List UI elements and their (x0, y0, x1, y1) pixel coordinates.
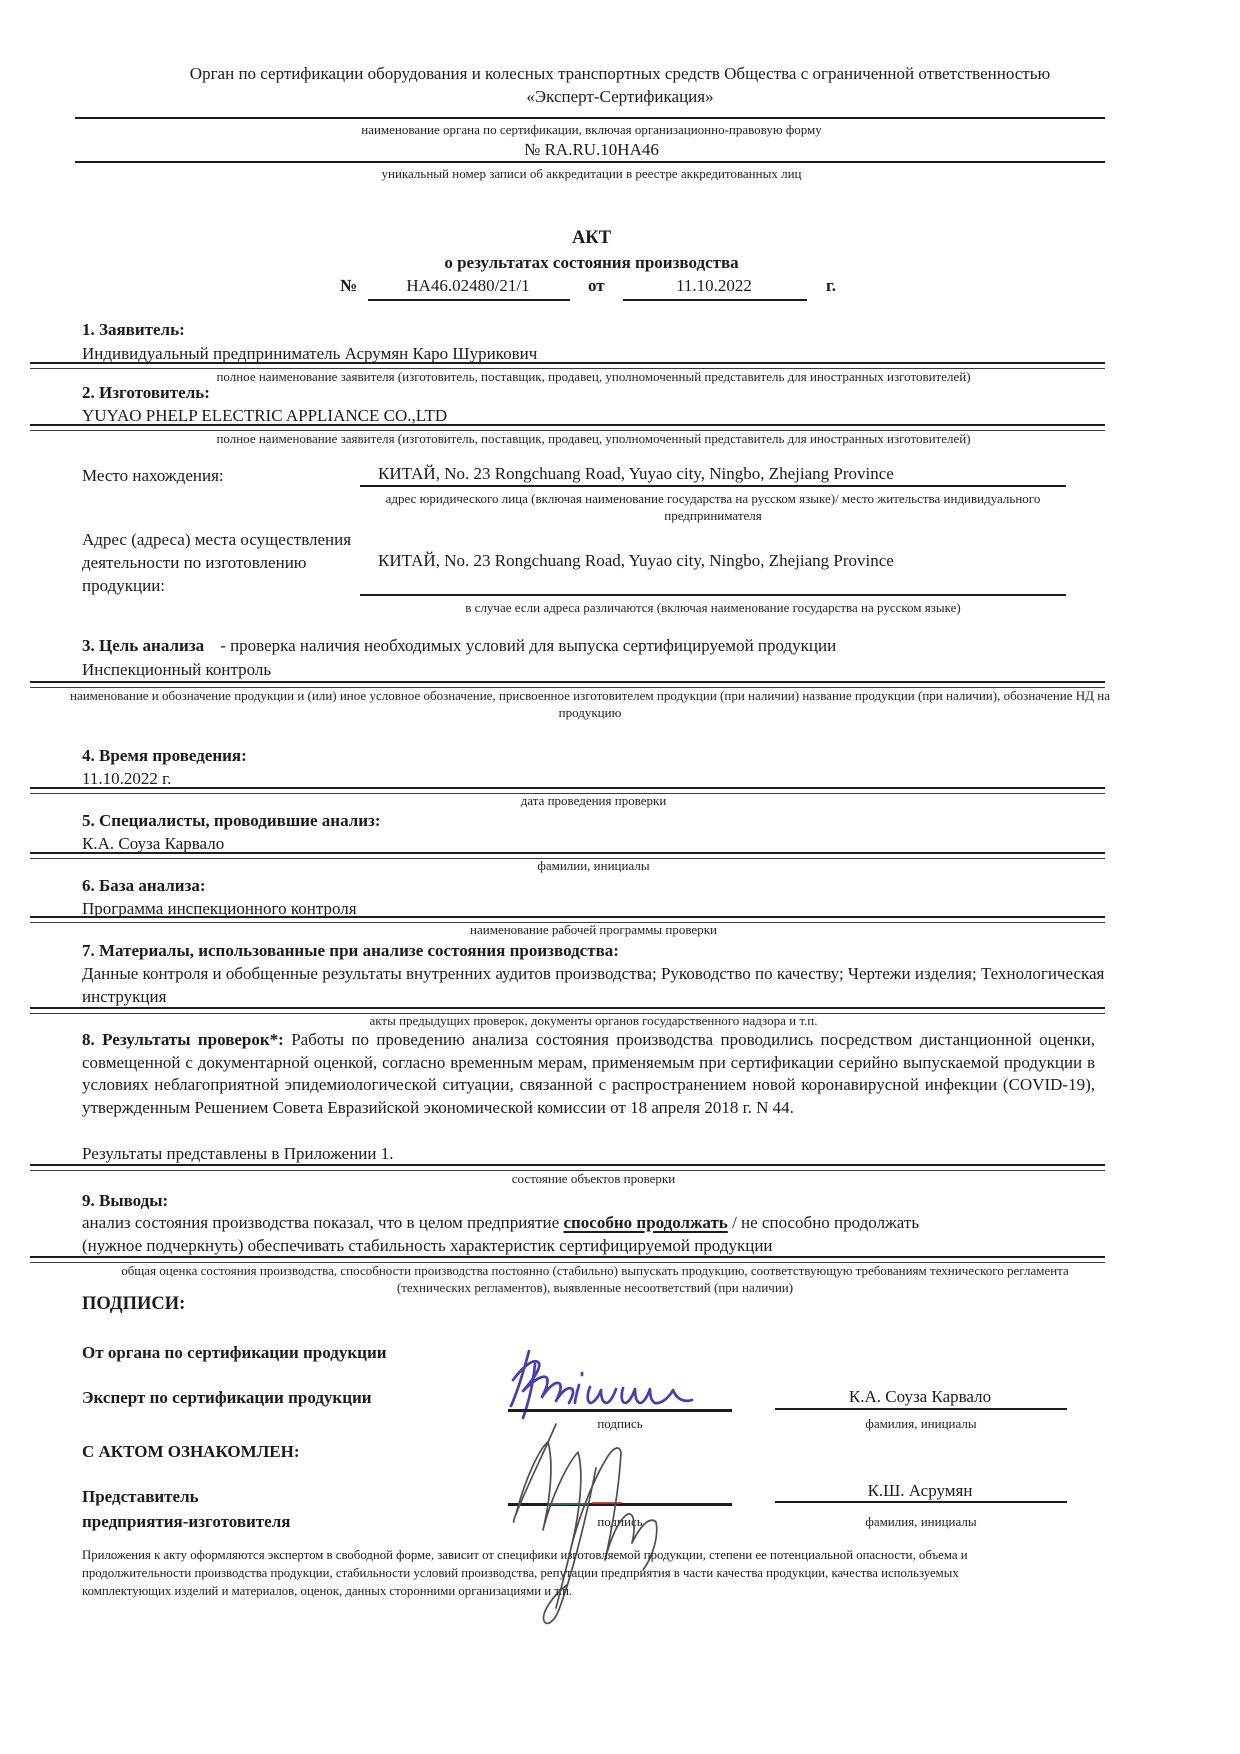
purpose-caption: наименование и обозначение продукции и (или) иное условное обозначение, присвоенное изготовителем продукции (при наличии) название продукции (при наличии), обозначение НД на продукцию (69, 688, 1110, 720)
expert-name: К.А. Соуза Карвало (848, 1387, 992, 1406)
time-value: 11.10.2022 г. (82, 769, 172, 788)
section-materials-heading: 7. Материалы, использованные при анализе состояния производства: (82, 941, 619, 960)
location-rule (360, 485, 1066, 487)
materials-value: Данные контроля и обобщенные результаты внутренних аудитов производства; Руководство по качеству; Чертежи изделия; Технологическая инструкция (82, 964, 1105, 1006)
location-value: КИТАЙ, No. 23 Rongchuang Road, Yuyao city, Ningbo, Zhejiang Province (378, 464, 894, 483)
expert-name-line (775, 1408, 1067, 1410)
org-name: Орган по сертификации оборудования и колесных транспортных средств Общества с ограниченной ответственностью «Эксперт-Сертификация» (189, 64, 1051, 106)
signatures-heading: ПОДПИСИ: (82, 1294, 186, 1314)
materials-caption: акты предыдущих проверок, документы органов государственного надзора и т.п. (369, 1013, 818, 1028)
applicant-value: Индивидуальный предприниматель Асрумян Каро Шурикович (82, 344, 538, 363)
act-year-suffix: г. (826, 276, 837, 295)
act-number-value: НА46.02480/21/1 (406, 276, 530, 295)
representative-label2: предприятия-изготовителя (82, 1512, 291, 1531)
representative-name: К.Ш. Асрумян (867, 1481, 973, 1500)
basis-caption: наименование рабочей программы проверки (470, 922, 717, 937)
org-name-caption: наименование органа по сертификации, включая организационно-правовую форму (361, 122, 822, 137)
expert-sign-caption: подпись (597, 1416, 643, 1431)
acknowledged-label: С АКТОМ ОЗНАКОМЛЕН: (82, 1442, 300, 1461)
representative-label: Представитель (82, 1487, 199, 1506)
section-purpose-heading: 3. Цель анализа (82, 636, 205, 655)
section-time-heading: 4. Время проведения: (82, 746, 247, 765)
address-label: Адрес (адреса) места осуществления деятельности по изготовлению продукции: (82, 530, 352, 595)
address-rule (360, 594, 1066, 596)
time-caption: дата проведения проверки (520, 793, 667, 808)
expert-signature-line (508, 1409, 732, 1412)
doc-title: АКТ (571, 228, 612, 248)
section-applicant-heading: 1. Заявитель: (82, 320, 185, 339)
conclusions-line1-pre: анализ состояния производства показал, что в целом предприятие (82, 1213, 564, 1232)
section-results-heading: 8. Результаты проверок*: (82, 1030, 284, 1049)
results-body: Работы по проведению анализа состояния производства проводились посредством дистанционной оценки, совмещенной с документарной оценкой, согласно временным мерам, применяемым при сертификации серийно выпускаемой продукции в условиях неблагоприятной эпидемиологической ситуации, связанной с распространением новой коронавирусной инфекции (COVID-19), утвержденным Решением Совета Евразийской экономической комиссии от 18 апреля 2018 г. N 44. (82, 1030, 1096, 1117)
act-number-underline (368, 299, 570, 301)
location-caption: адрес юридического лица (включая наименование государства на русском языке)/ место жительства индивидуального предпринимателя (385, 491, 1041, 523)
from-org-label: От органа по сертификации продукции (82, 1343, 387, 1362)
conclusions-line1 (82, 1211, 919, 1234)
header-rule-1 (75, 117, 1105, 119)
section-specialists-heading: 5. Специалисты, проводившие анализ: (82, 811, 381, 830)
accreditation-number: № RA.RU.10НА46 (524, 140, 659, 159)
accreditation-caption: уникальный номер записи об аккредитации в реестре аккредитованных лиц (381, 166, 802, 181)
doc-subtitle: о результатах состояния производства (444, 253, 739, 272)
basis-value: Программа инспекционного контроля (82, 899, 357, 918)
act-date-value: 11.10.2022 (676, 276, 752, 295)
representative-name-caption: фамилия, инициалы (865, 1514, 977, 1529)
footnote: Приложения к акту оформляются экспертом в свободной форме, зависит от специфики изготовляемой продукции, степени ее потенциальной опасности, объема и продолжительности производства продукции, стабильности условий производства, репутации предприятия в части качества продукции, качества используемых комплектующих изделий и материалов, оценок, данных сторонними организациями и т.п. (82, 1548, 968, 1598)
representative-name-line (775, 1501, 1067, 1503)
conclusions-line2: (нужное подчеркнуть) обеспечивать стабильность характеристик сертифицируемой продукции (82, 1236, 773, 1255)
section-purpose-line (82, 634, 1105, 657)
expert-name-caption: фамилия, инициалы (865, 1416, 977, 1431)
representative-sign-caption: подпись (597, 1514, 643, 1529)
manufacturer-caption: полное наименование заявителя (изготовитель, поставщик, продавец, уполномоченный представитель для иностранных изготовителей) (216, 431, 971, 446)
section-conclusions-heading: 9. Выводы: (82, 1191, 169, 1210)
representative-signature (468, 1418, 713, 1643)
conclusions-caption: общая оценка состояния производства, способности производства постоянно (стабильно) выпускать продукцию, соответствующую требованиям технического регламента (технических регламентов), выявленные несоответствий (при наличии) (121, 1263, 1069, 1295)
specialists-caption: фамилии, инициалы (537, 858, 650, 873)
expert-label: Эксперт по сертификации продукции (82, 1388, 372, 1407)
results-caption: состояние объектов проверки (511, 1171, 676, 1186)
section-manufacturer-heading: 2. Изготовитель: (82, 383, 210, 402)
act-from-label: от (588, 276, 605, 295)
conclusions-underlined-choice: способно продолжать (563, 1213, 728, 1232)
conclusions-line1-post: / не способно продолжать (727, 1213, 920, 1232)
section-results-paragraph (82, 1029, 1095, 1119)
manufacturer-value: YUYAO PHELP ELECTRIC APPLIANCE CO.,LTD (82, 406, 448, 425)
act-number-label: № (340, 276, 358, 295)
purpose-value-inline: - проверка наличия необходимых условий для выпуска сертифицируемой продукции (220, 636, 837, 655)
address-caption: в случае если адреса различаются (включая наименование государства на русском языке) (465, 600, 961, 615)
act-date-underline (623, 299, 807, 301)
applicant-caption: полное наименование заявителя (изготовитель, поставщик, продавец, уполномоченный представитель для иностранных изготовителей) (216, 369, 971, 384)
specialists-value: К.А. Соуза Карвало (82, 834, 225, 853)
location-label: Место нахождения: (82, 466, 224, 485)
results-body2: Результаты представлены в Приложении 1. (82, 1144, 394, 1163)
header-rule-2 (75, 161, 1105, 163)
purpose-value-line2: Инспекционный контроль (82, 660, 272, 679)
section-basis-heading: 6. База анализа: (82, 876, 206, 895)
address-value: КИТАЙ, No. 23 Rongchuang Road, Yuyao city, Ningbo, Zhejiang Province (378, 551, 894, 570)
